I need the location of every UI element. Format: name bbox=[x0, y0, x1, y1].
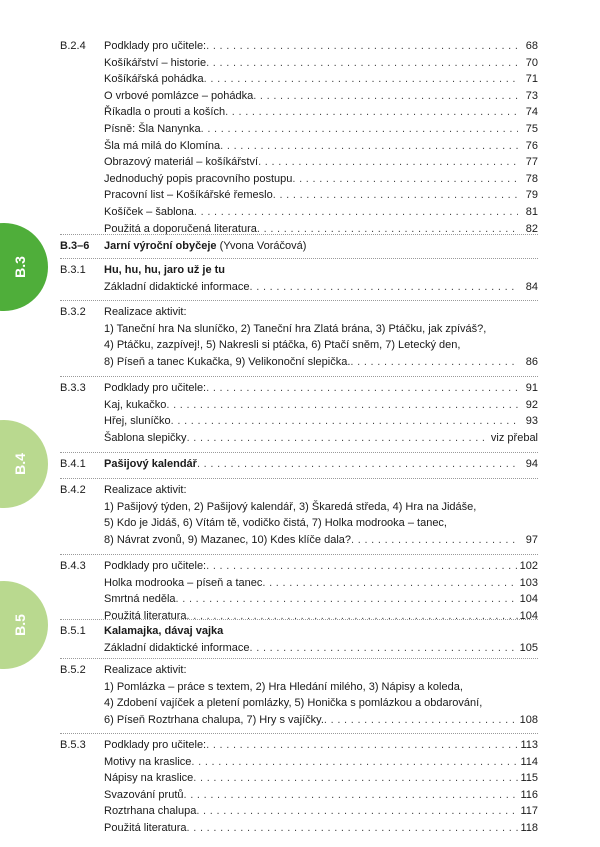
toc-section-b-2-4 bbox=[60, 38, 538, 237]
toc-entry-text[interactable]: Použitá literatura bbox=[104, 821, 187, 834]
toc-entry-text[interactable]: Realizace aktivit: bbox=[104, 664, 187, 676]
toc-entry-text[interactable]: Košíkářství – historie bbox=[104, 56, 207, 69]
toc-entry-text[interactable]: Nápisy na kraslice bbox=[104, 772, 194, 785]
section-tab-b5 bbox=[0, 581, 48, 669]
toc-page: 114 bbox=[520, 755, 538, 768]
toc-page: 75 bbox=[525, 122, 538, 135]
toc-author: (Yvona Voráčová) bbox=[219, 240, 307, 252]
toc-entry-text[interactable]: Jednoduchý popis pracovního postupu bbox=[104, 172, 293, 185]
toc-unit-title[interactable]: Pašijový kalendář bbox=[104, 458, 197, 470]
toc-activity-line: 8) Píseň a tanec Kukačka, 9) Velikonoční slepička. bbox=[104, 355, 351, 368]
section-tab-b4 bbox=[0, 420, 48, 508]
toc-entry-text[interactable]: Podklady pro učitele: bbox=[104, 40, 207, 52]
toc-entry-text[interactable]: Základní didaktické informace bbox=[104, 641, 250, 654]
toc-page: 74 bbox=[525, 106, 538, 119]
toc-page: 105 bbox=[519, 641, 538, 654]
toc-entry-text[interactable]: Písně: Šla Nanynka bbox=[104, 122, 201, 135]
toc-page: 84 bbox=[525, 280, 538, 293]
section-tab-label: B.3 bbox=[12, 256, 29, 278]
section-tab-label: B.5 bbox=[12, 614, 29, 636]
toc-activity-line: 4) Zdobení vajíček a pletení pomlázky, 5) Honička s pomlázkou a obdarování, bbox=[104, 697, 483, 710]
toc-page: 115 bbox=[520, 772, 538, 785]
toc-entry-text[interactable]: Říkadla o prouti a koších bbox=[104, 106, 226, 119]
toc-page: 73 bbox=[525, 89, 538, 102]
toc-page: 113 bbox=[520, 739, 538, 751]
toc-entry-text[interactable]: Košíkářská pohádka bbox=[104, 73, 204, 86]
toc-page: 91 bbox=[525, 382, 538, 394]
section-tab-label: B.4 bbox=[12, 453, 29, 475]
toc-page: 118 bbox=[520, 821, 538, 834]
toc-page: 70 bbox=[525, 56, 538, 69]
toc-entry-text[interactable]: Základní didaktické informace bbox=[104, 280, 250, 293]
toc-entry-text[interactable]: Kaj, kukačko bbox=[104, 398, 167, 411]
toc-entry-text[interactable]: Realizace aktivit: bbox=[104, 306, 187, 318]
toc-code: B.3.2 bbox=[60, 306, 86, 318]
toc-section-b-4-3 bbox=[60, 558, 538, 624]
toc-activity-line: 4) Ptáčku, zazpívej!, 5) Nakresli si ptáčka, 6) Ptačí sněm, 7) Letecký den, bbox=[104, 339, 461, 352]
toc-page: 86 bbox=[525, 355, 538, 368]
toc-activity-line: 1) Pomlázka – práce s textem, 2) Hra Hledání milého, 3) Nápisy a koleda, bbox=[104, 680, 463, 693]
toc-section-b-5-2 bbox=[60, 662, 538, 728]
toc-entry-text[interactable]: Podklady pro učitele: bbox=[104, 382, 207, 394]
toc-code: B.2.4 bbox=[60, 40, 86, 52]
toc-entry-text[interactable]: Použitá literatura bbox=[104, 609, 187, 622]
toc-page: 117 bbox=[520, 805, 538, 818]
toc-page: 102 bbox=[519, 560, 538, 572]
toc-page: 78 bbox=[525, 172, 538, 185]
toc-page: 97 bbox=[525, 533, 538, 546]
toc-code: B.4.1 bbox=[60, 458, 86, 470]
toc-entry-text[interactable]: Košíček – šablona bbox=[104, 205, 194, 218]
toc-entry-text[interactable]: Šablona slepičky bbox=[104, 431, 187, 444]
toc-entry-text[interactable]: Roztrhana chalupa bbox=[104, 805, 197, 818]
toc-page: 93 bbox=[525, 415, 538, 428]
section-tab-b3 bbox=[0, 223, 48, 311]
toc-activity-line: 1) Pašijový týden, 2) Pašijový kalendář, 3) Škaredá středa, 4) Hra na Jidáše, bbox=[104, 500, 477, 513]
toc-page: 104 bbox=[519, 593, 538, 606]
toc-page: 76 bbox=[525, 139, 538, 152]
toc-entry-text[interactable]: Holka modrooka – píseň a tanec bbox=[104, 576, 263, 589]
toc-section-b-3-3 bbox=[60, 380, 538, 446]
toc-page: 79 bbox=[525, 189, 538, 202]
toc-section-b-5-1 bbox=[60, 623, 538, 656]
toc-activity-line: 1) Taneční hra Na sluníčko, 2) Taneční hra Zlatá brána, 3) Ptáčku, jak zpíváš?, bbox=[104, 322, 487, 335]
toc-activity-line: 8) Návrat zvonů, 9) Mazanec, 10) Kdes klíče dala? bbox=[104, 533, 352, 546]
toc-entry-text[interactable]: Obrazový materiál – košíkářství bbox=[104, 156, 259, 169]
toc-code: B.3–6 bbox=[60, 240, 90, 252]
toc-code: B.3.1 bbox=[60, 264, 86, 276]
toc-entry-text[interactable]: Realizace aktivit: bbox=[104, 484, 187, 496]
toc-page: 77 bbox=[525, 156, 538, 169]
toc-code: B.5.1 bbox=[60, 625, 86, 637]
toc-entry-text[interactable]: Podklady pro učitele: bbox=[104, 560, 207, 572]
toc-section-b-4-1 bbox=[60, 456, 538, 473]
toc-entry-text[interactable]: Hřej, sluníčko bbox=[104, 415, 171, 428]
toc-page: 104 bbox=[519, 609, 538, 622]
toc-page: 81 bbox=[525, 205, 538, 218]
toc-page: 103 bbox=[519, 576, 538, 589]
toc-unit-title[interactable]: Kalamajka, dávaj vajka bbox=[104, 625, 224, 637]
toc-section-b-5-3 bbox=[60, 737, 538, 837]
toc-section-b-3-6 bbox=[60, 238, 538, 255]
toc-chapter-title[interactable]: Jarní výroční obyčeje bbox=[104, 240, 217, 252]
toc-entry-text[interactable]: O vrbové pomlázce – pohádka bbox=[104, 89, 254, 102]
toc-entry-text[interactable]: Šla má milá do Klomína bbox=[104, 139, 221, 152]
toc-entry-text[interactable]: Použitá a doporučená literatura bbox=[104, 222, 257, 235]
toc-entry-text[interactable]: Svazování prutů bbox=[104, 788, 184, 801]
toc-page: 92 bbox=[525, 398, 538, 411]
toc-page: 68 bbox=[525, 40, 538, 52]
toc-page: viz přebal bbox=[490, 431, 538, 444]
toc-page: 94 bbox=[525, 458, 538, 470]
toc-entry-text[interactable]: Pracovní list – Košíkářské řemeslo bbox=[104, 189, 273, 202]
toc-activity-line: 6) Píseň Roztrhana chalupa, 7) Hry s vajíčky. bbox=[104, 713, 324, 726]
toc-entry-text[interactable]: Smrtná neděla bbox=[104, 593, 176, 606]
toc-page: 116 bbox=[520, 788, 538, 801]
toc-code: B.5.2 bbox=[60, 664, 86, 676]
toc-code: B.4.2 bbox=[60, 484, 86, 496]
toc-unit-title[interactable]: Hu, hu, hu, jaro už je tu bbox=[104, 264, 225, 276]
toc-entry-text[interactable]: Motivy na kraslice bbox=[104, 755, 192, 768]
toc-page: 108 bbox=[519, 713, 538, 726]
toc-page: 82 bbox=[525, 222, 538, 235]
toc-section-b-3-2 bbox=[60, 304, 538, 370]
toc-section-b-4-2 bbox=[60, 482, 538, 548]
toc-activity-line: 5) Kdo je Jidáš, 6) Vítám tě, vodičko čistá, 7) Holka modrooka – tanec, bbox=[104, 517, 447, 530]
toc-code: B.3.3 bbox=[60, 382, 86, 394]
toc-code: B.4.3 bbox=[60, 560, 86, 572]
toc-page: 71 bbox=[525, 73, 538, 86]
toc-section-b-3-1 bbox=[60, 262, 538, 295]
toc-code: B.5.3 bbox=[60, 739, 86, 751]
toc-entry-text[interactable]: Podklady pro učitele: bbox=[104, 739, 207, 751]
